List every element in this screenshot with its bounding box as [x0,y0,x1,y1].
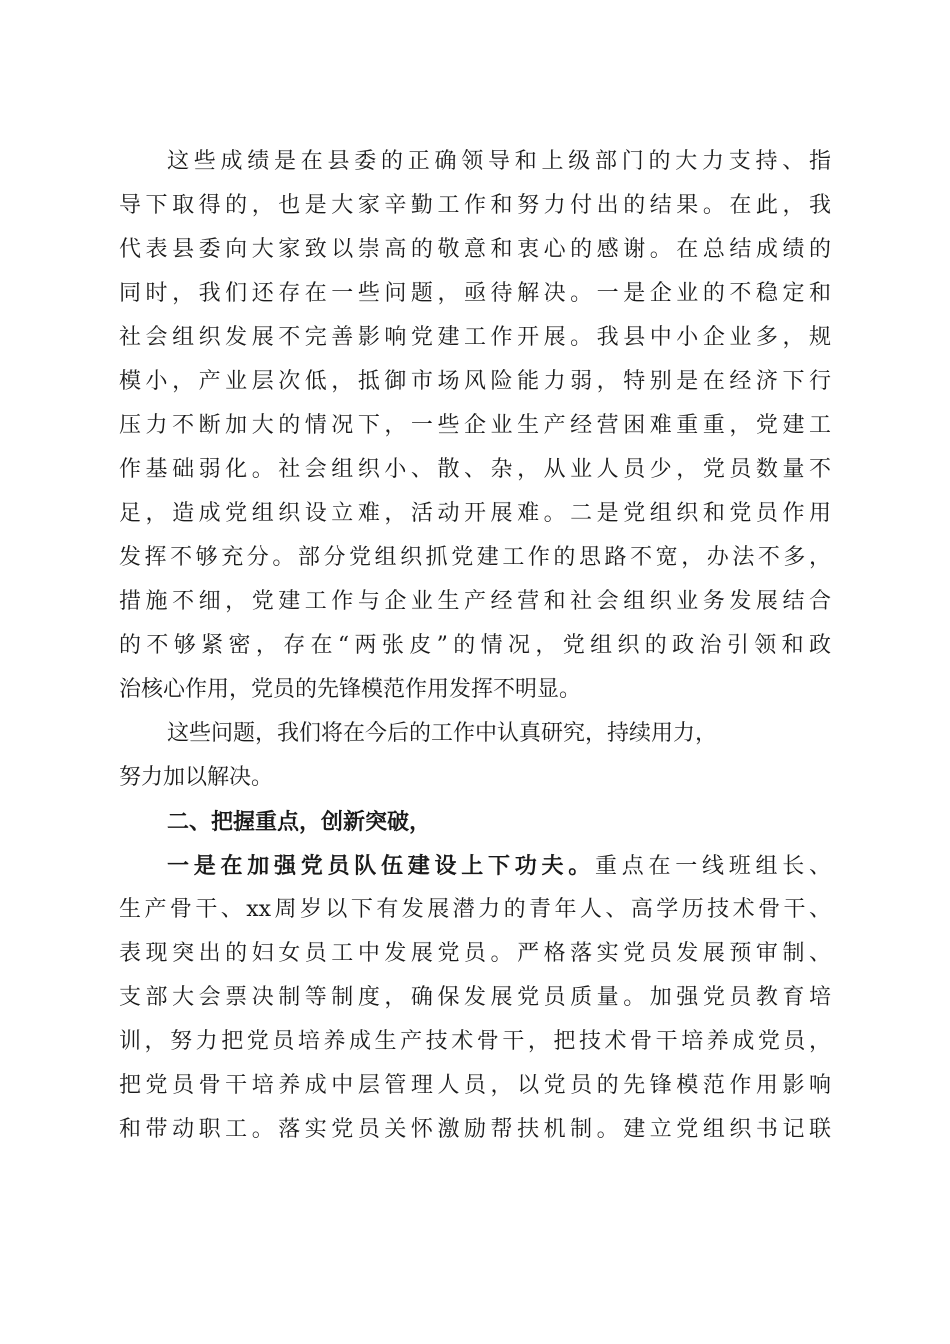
heading-text: 二、把握重点，创新突破， [167,809,432,835]
text-line: 足，造成党组织设立难，活动开展难。二是党组织和党员作用 [119,501,831,526]
text-line: 和带动职工。落实党员关怀激励帮扶机制。建立党组织书记联 [119,1117,831,1142]
text-line: 努力加以解决。 [119,765,274,790]
paragraph-lead: 一是在加强党员队伍建设上下功夫。 [167,853,595,879]
text-line: 代表县委向大家致以崇高的敬意和衷心的感谢。在总结成绩的 [119,237,831,262]
paragraph-resolve-problems [119,712,831,800]
text-line: 治核心作用，党员的先锋模范作用发挥不明显。 [119,677,582,702]
text-line: 模小，产业层次低，抵御市场风险能力弱，特别是在经济下行 [119,369,831,394]
text-line: 把党员骨干培养成中层管理人员，以党员的先锋模范作用影响 [119,1073,831,1098]
text-line: 措施不细，党建工作与企业生产经营和社会组织业务发展结合 [119,589,831,614]
paragraph-lead-rest: 重点在一线班组长、 [594,854,831,879]
text-line: 社会组织发展不完善影响党建工作开展。我县中小企业多，规 [119,325,831,350]
text-line-first [119,844,831,888]
text-line: 这些问题，我们将在今后的工作中认真研究，持续用力， [167,721,718,746]
paragraph-achievements-problems [119,140,831,712]
text-line: 表现突出的妇女员工中发展党员。严格落实党员发展预审制、 [119,941,831,966]
text-line: 同时，我们还存在一些问题，亟待解决。一是企业的不稳定和 [119,281,831,306]
text-line: 压力不断加大的情况下，一些企业生产经营困难重重，党建工 [119,413,831,438]
text-line: 导下取得的，也是大家辛勤工作和努力付出的结果。在此，我 [119,193,831,218]
text-line: 支部大会票决制等制度，确保发展党员质量。加强党员教育培 [119,985,831,1010]
text-line: 发挥不够充分。部分党组织抓党建工作的思路不宽，办法不多， [119,545,831,570]
text-line: 作基础弱化。社会组织小、散、杂，从业人员少，党员数量不 [119,457,831,482]
text-line: 训，努力把党员培养成生产技术骨干，把技术骨干培养成党员， [119,1029,831,1054]
text-line: 生产骨干、xx周岁以下有发展潜力的青年人、高学历技术骨干、 [119,897,831,922]
paragraph-party-member-team [119,844,831,1152]
text-line: 的不够紧密，存在“两张皮”的情况，党组织的政治引领和政 [119,633,831,658]
text-line: 这些成绩是在县委的正确领导和上级部门的大力支持、指 [167,149,831,174]
section-heading [119,800,831,844]
